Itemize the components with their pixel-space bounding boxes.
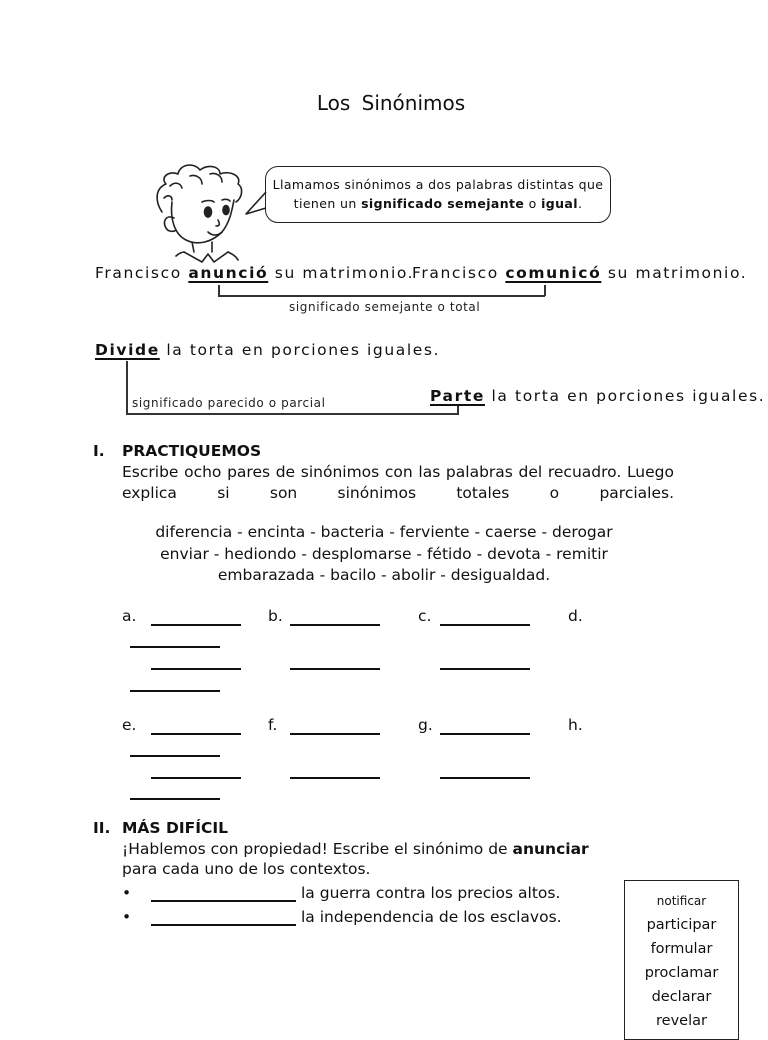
word-list-line-1: diferencia - encinta - bacteria - ferviente - caerse - derogar: [155, 523, 613, 541]
answer-blank[interactable]: [151, 668, 241, 670]
pair-label-c: c.: [418, 607, 432, 625]
section-2-intro: [122, 839, 589, 860]
answer-blank[interactable]: [290, 777, 380, 779]
answer-blank[interactable]: [151, 900, 296, 902]
key-word: comunicó: [505, 264, 602, 282]
answer-blank[interactable]: [130, 755, 220, 757]
answer-blank[interactable]: [130, 798, 220, 800]
intro-text: ¡Hablemos con propiedad! Escribe el sinónimo de: [122, 840, 513, 858]
answer-blank[interactable]: [130, 646, 220, 648]
sentence-text: Francisco: [412, 264, 506, 282]
answer-blank[interactable]: [440, 624, 530, 626]
bubble-bold-text: igual: [541, 196, 578, 211]
pair-label-a: a.: [122, 607, 137, 625]
boy-illustration: [150, 160, 250, 265]
pair-label-e: e.: [122, 716, 137, 734]
word-list-line-2: enviar - hediondo - desplomarse - fétido - devota - remitir: [160, 545, 608, 563]
sentence-text: su matrimonio.: [601, 264, 748, 282]
word-box-item: notificar: [656, 894, 707, 908]
intro-keyword: anunciar: [512, 840, 589, 858]
example-sentence-divide: [95, 341, 440, 359]
bracket-line: [126, 413, 459, 415]
answer-blank[interactable]: [151, 924, 296, 926]
bubble-text: .: [577, 196, 583, 211]
bubble-text: o: [524, 196, 542, 211]
bullet-dot: •: [122, 908, 132, 926]
note-total: significado semejante o total: [289, 300, 481, 314]
answer-blank[interactable]: [290, 624, 380, 626]
answer-blank[interactable]: [151, 624, 241, 626]
key-word: Parte: [430, 387, 485, 405]
bracket-line: [218, 295, 545, 297]
section-2-intro-line-2: para cada uno de los contextos.: [122, 860, 371, 878]
synonym-word-box: [624, 880, 739, 1040]
key-word: anunció: [188, 264, 269, 282]
sentence-text: Francisco: [95, 264, 189, 282]
example-sentence-comunico: [412, 264, 747, 282]
pair-label-d: d.: [568, 607, 583, 625]
bubble-line-2: [266, 194, 610, 213]
note-partial: significado parecido o parcial: [132, 396, 326, 410]
bullet-dot: •: [122, 884, 132, 902]
word-list-line-3: embarazada - bacilo - abolir - desigualdad.: [217, 566, 551, 584]
bubble-text: tienen un: [293, 196, 362, 211]
example-sentence-anuncio: [95, 264, 414, 282]
answer-blank[interactable]: [151, 777, 241, 779]
pair-label-f: f.: [268, 716, 278, 734]
example-sentence-parte: [430, 387, 765, 405]
answer-blank[interactable]: [440, 668, 530, 670]
bubble-line-1: Llamamos sinónimos a dos palabras distintas que: [272, 177, 604, 192]
answer-blank[interactable]: [130, 690, 220, 692]
word-box-item: participar: [646, 917, 717, 933]
key-word: Divide: [95, 341, 160, 359]
answer-blank[interactable]: [440, 733, 530, 735]
definition-bubble: [265, 166, 611, 223]
sentence-text: la torta en porciones iguales.: [484, 387, 766, 405]
section-2-heading: MÁS DIFÍCIL: [122, 819, 228, 837]
section-1-numeral: I.: [93, 442, 105, 460]
pair-label-b: b.: [268, 607, 283, 625]
answer-blank[interactable]: [290, 733, 380, 735]
word-box-item: proclamar: [644, 965, 719, 981]
word-box-item: declarar: [651, 989, 712, 1005]
answer-blank[interactable]: [151, 733, 241, 735]
answer-blank[interactable]: [290, 668, 380, 670]
pair-label-g: g.: [418, 716, 433, 734]
section-2-numeral: II.: [93, 819, 111, 837]
section-1-instructions: Escribe ocho pares de sinónimos con las palabras del recuadro. Luego explica si son sinónimos totales o parciales.: [122, 463, 674, 502]
section-1-heading: PRACTIQUEMOS: [122, 442, 262, 460]
word-box-item: revelar: [656, 1013, 707, 1029]
bracket-line: [126, 361, 128, 414]
bubble-bold-text: significado semejante: [361, 196, 525, 211]
page-title: Los Sinónimos: [316, 91, 466, 115]
pair-label-h: h.: [568, 716, 583, 734]
sentence-text: su matrimonio.: [268, 264, 415, 282]
bullet-text-2: la independencia de los esclavos.: [301, 908, 562, 926]
word-box-item: formular: [650, 941, 713, 957]
bracket-line: [457, 404, 459, 415]
bullet-text-1: la guerra contra los precios altos.: [301, 884, 561, 902]
sentence-text: la torta en porciones iguales.: [159, 341, 441, 359]
answer-blank[interactable]: [440, 777, 530, 779]
